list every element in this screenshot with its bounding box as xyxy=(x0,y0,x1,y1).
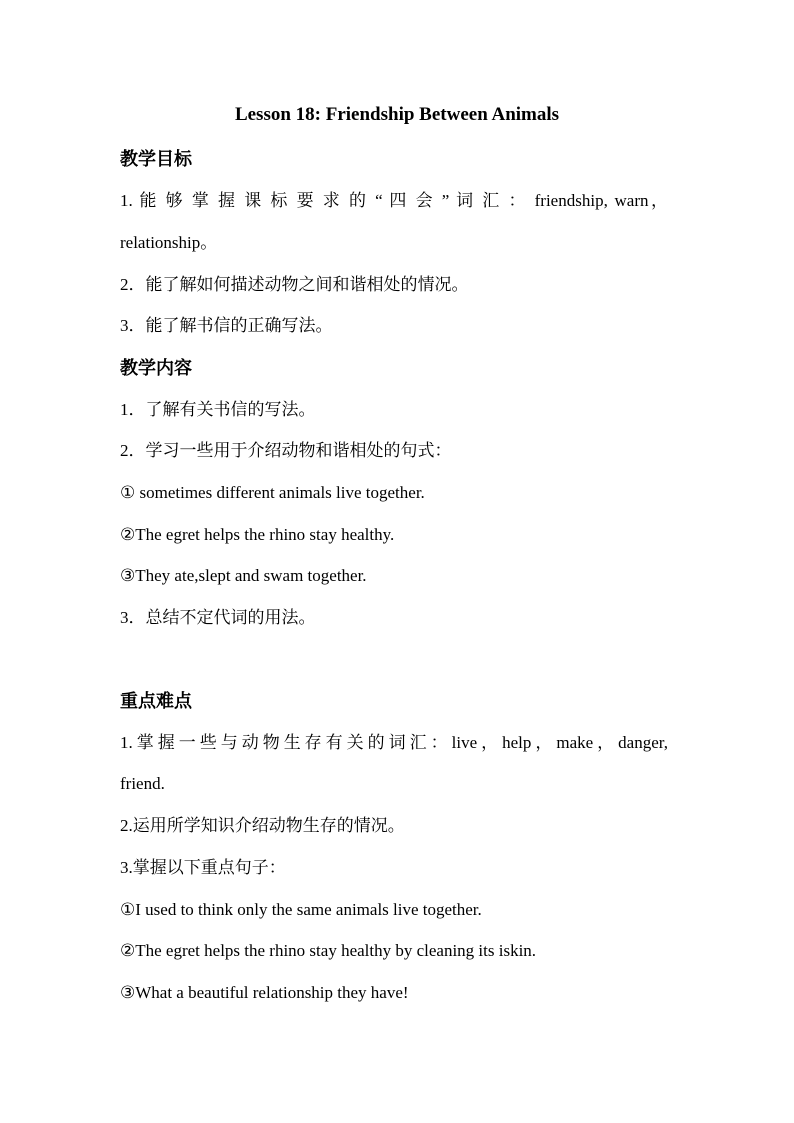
content-line-2: 2．学习一些用于介绍动物和谐相处的句式： xyxy=(120,441,452,460)
objective-line-2: 2．能了解如何描述动物之间和谐相处的情况。 xyxy=(120,275,469,294)
section-heading-content: 教学内容 xyxy=(120,358,192,378)
section-heading-key-points: 重点难点 xyxy=(120,691,192,711)
keypoint-sentence-2: ②The egret helps the rhino stay healthy by cleaning its iskin. xyxy=(120,941,537,960)
section-heading-objectives: 教学目标 xyxy=(120,149,192,169)
objective-line-1: 1. 能 够 掌 握 课 标 要 求 的 “ 四 会 ” 词 汇 ： friendship, warn， xyxy=(120,191,668,210)
content-example-2: ②The egret helps the rhino stay healthy. xyxy=(120,525,395,544)
lesson-title: Lesson 18: Friendship Between Animals xyxy=(234,104,560,125)
keypoint-sentence-1: ①I used to think only the same animals live together. xyxy=(120,900,482,919)
keypoint-line-3: 3.掌握以下重点句子： xyxy=(120,858,286,877)
content-line-1: 1．了解有关书信的写法。 xyxy=(120,400,316,419)
keypoint-sentence-3: ③What a beautiful relationship they have! xyxy=(120,983,409,1002)
keypoint-line-2: 2.运用所学知识介绍动物生存的情况。 xyxy=(120,816,405,835)
content-example-3: ③They ate,slept and swam together. xyxy=(120,566,367,585)
content-example-1: ① sometimes different animals live together. xyxy=(120,483,425,502)
content-line-3: 3．总结不定代词的用法。 xyxy=(120,608,316,627)
objective-line-3: 3．能了解书信的正确写法。 xyxy=(120,316,333,335)
keypoint-line-1: 1.掌握一些与动物生存有关的词汇：live，help，make，danger, xyxy=(120,733,668,752)
keypoint-line-1-cont: friend. xyxy=(120,774,165,793)
objective-line-1-cont: relationship。 xyxy=(120,233,218,252)
